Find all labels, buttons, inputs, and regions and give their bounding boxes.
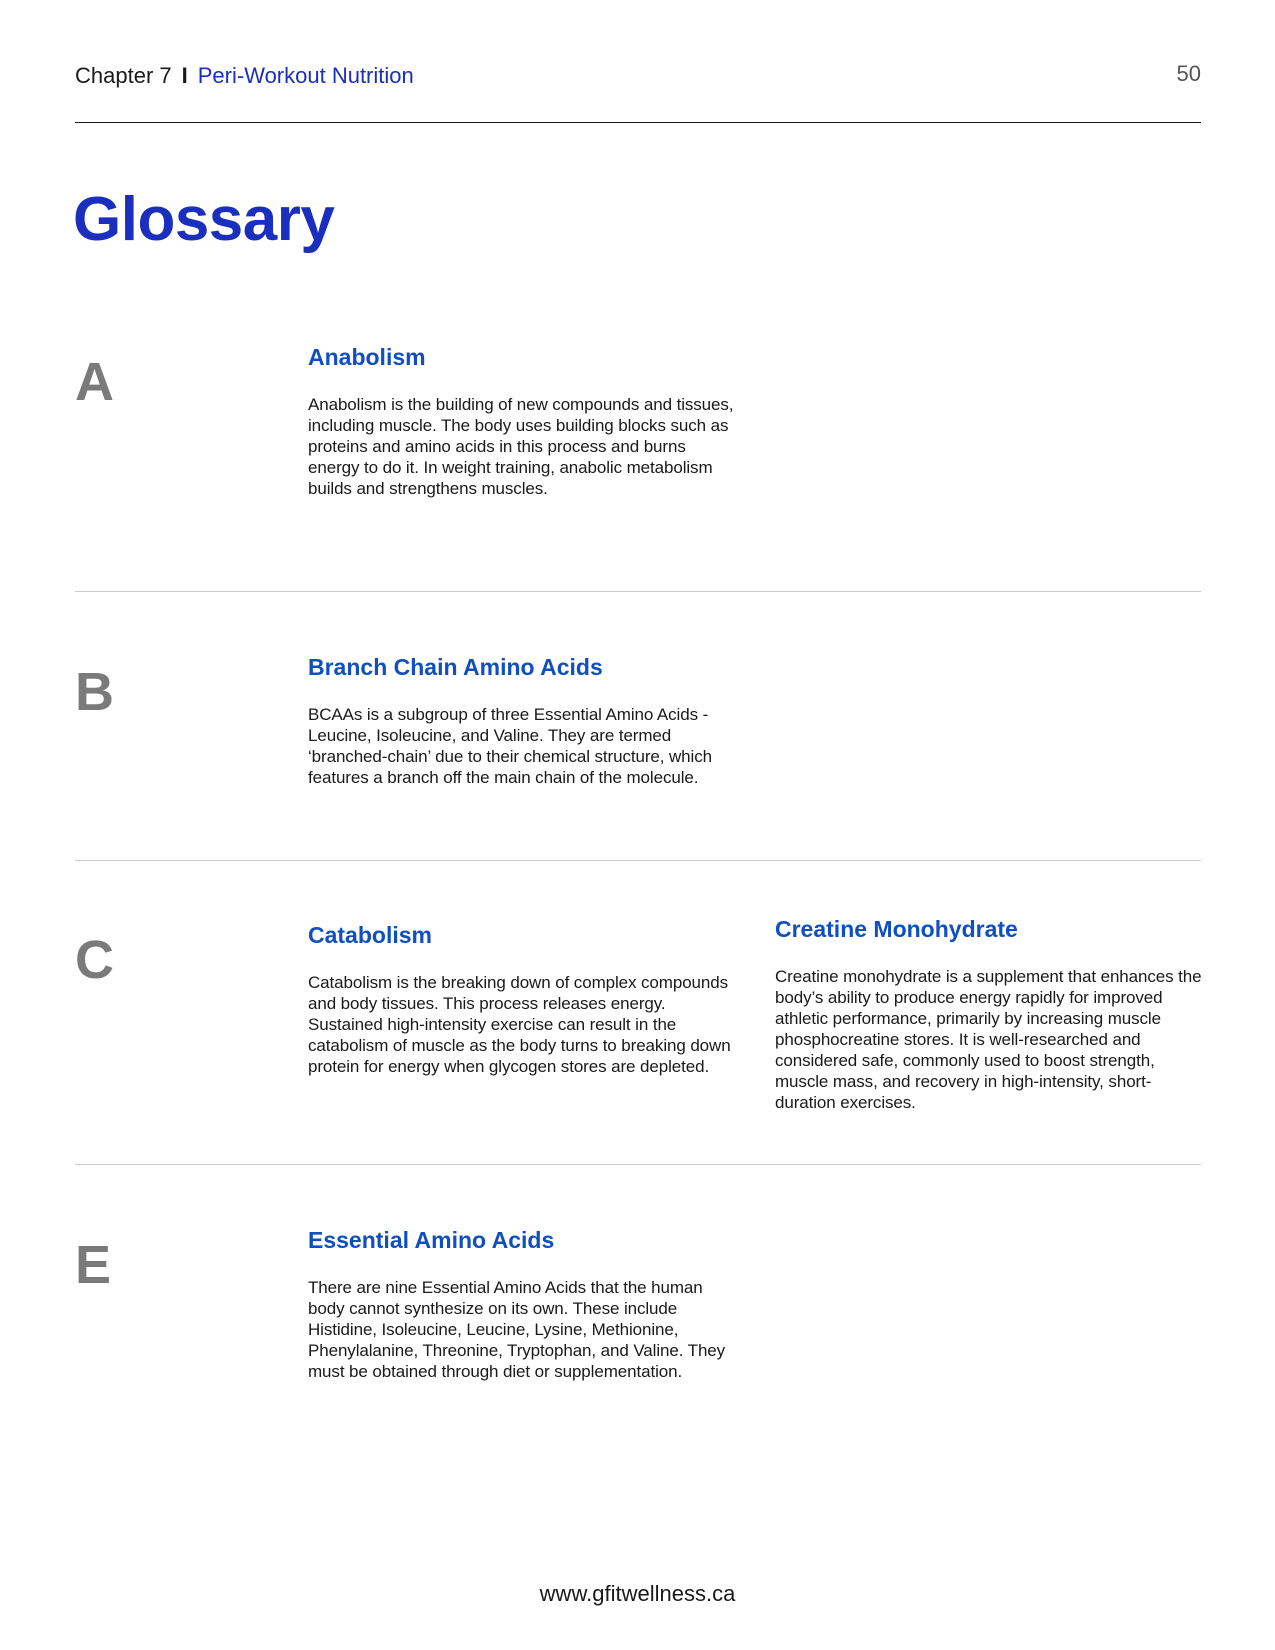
section-divider [75,1164,1201,1165]
glossary-entry [308,342,738,499]
entry-definition: There are nine Essential Amino Acids that the human body cannot synthesize on its own. These include Histidine, Isoleucine, Leucine, Lysine, Methionine, Phenylalanine, Threonine, Tryptophan, and Valine. They must be obtained through diet or supplementation. [308,1278,726,1381]
entry-definition: Creatine monohydrate is a supplement that enhances the body’s ability to produce energy rapidly for improved athletic performance, primarily by increasing muscle phosphocreatine stores. It is well-researched and considered safe, commonly used to boost strength, muscle mass, and recovery in high-intensity, short-duration exercises. [775,967,1202,1112]
entry-definition: BCAAs is a subgroup of three Essential Amino Acids - Leucine, Isoleucine, and Valine. They are termed ‘branched-chain’ due to their chemical structure, which features a branch off the main chain of the molecule. [308,705,712,787]
chapter-label: Chapter 7 [75,63,172,88]
footer-website: www.gfitwellness.ca [539,1581,736,1606]
section-letter: B [75,662,114,722]
glossary-entry [775,914,1205,1113]
running-header [75,62,414,90]
entry-term: Catabolism [308,922,432,948]
entry-term: Essential Amino Acids [308,1227,555,1253]
section-divider [75,591,1201,592]
page-title: Glossary [73,185,335,254]
entry-term: Anabolism [308,344,426,370]
glossary-entry [308,920,738,1077]
entry-definition: Catabolism is the breaking down of complex compounds and body tissues. This process releases energy. Sustained high-intensity exercise can result in the catabolism of muscle as the body turns to breaking down protein for energy when glycogen stores are depleted. [308,973,731,1076]
entry-term: Creatine Monohydrate [775,916,1018,942]
section-divider [75,860,1201,861]
section-letter: C [75,930,114,990]
glossary-entry [308,1225,738,1382]
header-divider [75,122,1201,123]
entry-term: Branch Chain Amino Acids [308,654,603,680]
entry-definition: Anabolism is the building of new compounds and tissues, including muscle. The body uses building blocks such as proteins and amino acids in this process and burns energy to do it. In weight training, anabolic metabolism builds and strengthens muscles. [308,395,734,498]
section-letter: E [75,1235,112,1295]
glossary-entry [308,652,738,788]
header-separator: I [181,63,188,88]
page-number: 50 [1176,61,1201,86]
section-title: Peri-Workout Nutrition [197,63,414,88]
section-letter: A [75,352,114,412]
